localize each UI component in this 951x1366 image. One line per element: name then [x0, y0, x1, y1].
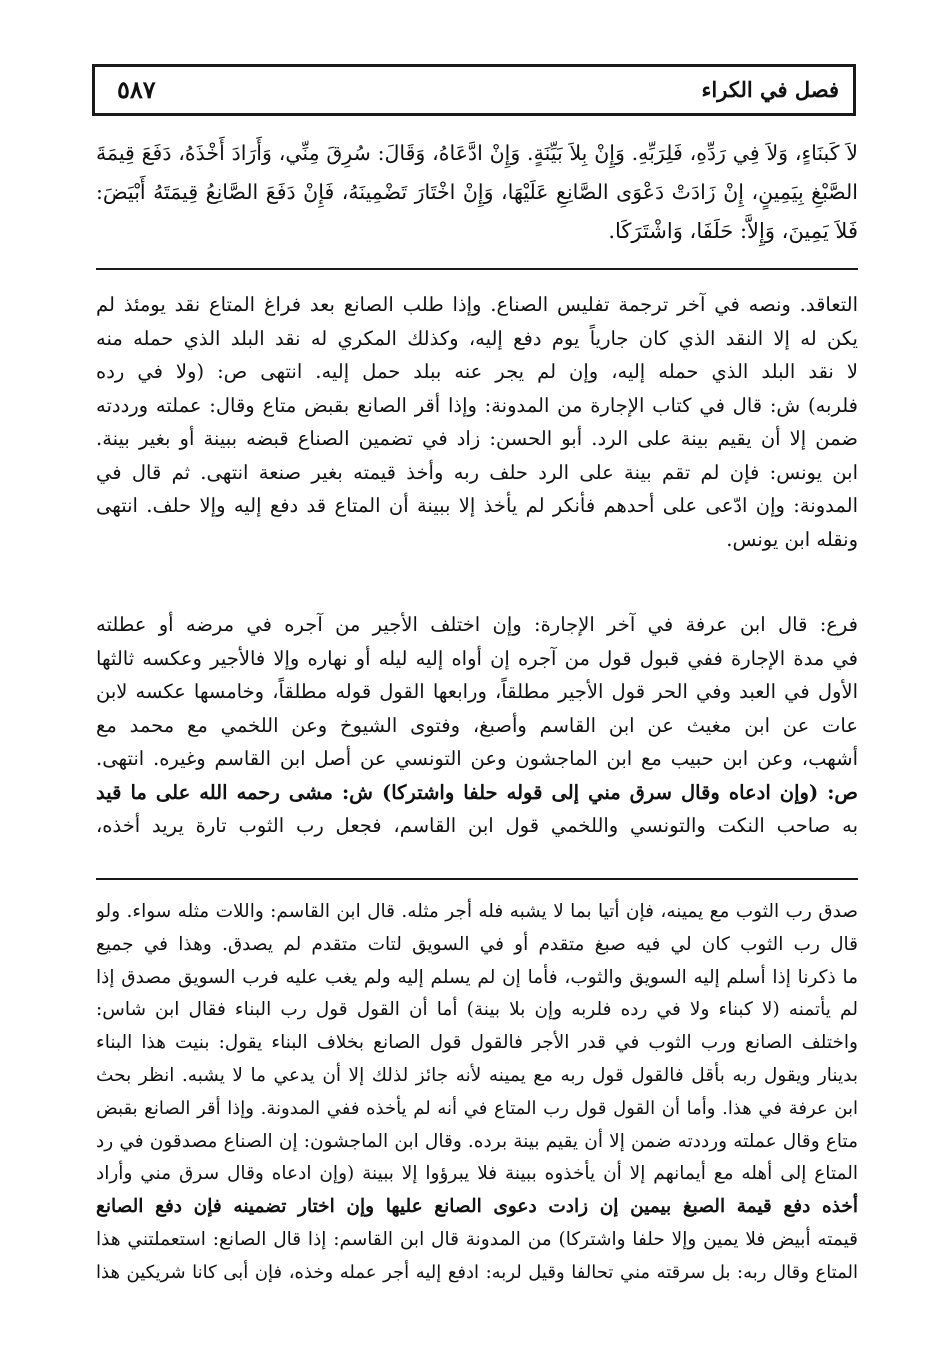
commentary-paragraph-2: [96, 608, 858, 843]
commentary-line: ص: (وإن ادعاه وقال سرق مني إلى قوله حلفا واشتركا) ش: مشى رحمه الله على ما قيد: [96, 780, 858, 804]
footnote-line: بدينار ويقول ربه بأقل فالقول قول ربه مع يمينه لأنه جائز لذلك إلا أن يدعي ما لا يشبه. انظر بحث: [96, 1064, 858, 1086]
divider-line: [96, 878, 858, 880]
footnote-line: المتاع وقال ربه: بل سرقته مني تحالفا وقيل لربه: ادفع إليه أجر عمله وخذه، فإن أبى كانا شريكين هذا: [96, 1261, 858, 1283]
commentary-line: عات عن ابن مغيث عن ابن القاسم وأصبغ، وفتوى الشيوخ وعن اللخمي مع محمد مع: [96, 713, 858, 737]
page-number: ٥٨٧: [117, 75, 156, 104]
footnote-line: قيمته أبيض فلا يمين وإلا حلفا واشتركا) من المدونة قال ابن القاسم: إذا قال الصانع: استعملتني هذا: [96, 1228, 858, 1250]
commentary-paragraph-1: [96, 288, 858, 556]
footnote-line: متاع وقال عملته ورددته ضمن إلا أن يقيم بينة برده. وقال ابن الماجشون: إن الصناع مصدقون في رد: [96, 1130, 858, 1152]
commentary-line: أشهب، وعن ابن حبيب مع ابن الماجشون وعن التونسي عن أصل ابن القاسم وغيره. انتهى.: [96, 747, 858, 770]
commentary-line: فلربه) ش: قال في كتاب الإجارة من المدونة: وإذا أقر الصانع بقبض متاع وقال: عملته ورددته: [96, 393, 858, 417]
footnote-line: صدق رب الثوب مع يمينه، فإن أتيا بما لا يشبه فله أجر مثله. قال ابن القاسم: واللات مثله سواء. ولو: [96, 901, 858, 922]
matn-line: لاَ كَبنَاءٍ، وَلاَ فِي رَدِّهِ، فَلِرَبِّهِ. وَإِنْ بِلاَ بَيِّنَةٍ. وَإِنْ ادَّعَاهُ، وَقَالَ: سُرِقَ مِنِّي، وَأَرَادَ أَخْذَهُ، دَفَعَ قِيمَةَ: [96, 141, 858, 165]
commentary-line: لا نقد البلد الذي حمله إليه، وإن لم يجر عنه ببلد حمل إليه. انتهى ص: (ولا في رده: [96, 360, 858, 383]
commentary-line: يكن له إلا النقد الذي كان جارياً يوم دفع إليه، وكذلك المكري له نقد البلد الذي حمله منه: [96, 326, 858, 350]
commentary-line: المدونة: وإن ادّعى على أحدهم فأنكر لم يأخذ إلا ببينة أن المتاع قد دفع إليه وإلا حلف. انتهى: [96, 494, 858, 517]
footnote-line: المتاع إلى أهله مع أيمانهم إلا أن يأخذوه ببينة فلا يبرؤوا إلا ببينة (وإن ادعاه وقال سرق مني وأراد: [96, 1163, 858, 1185]
footnote-line: قال رب الثوب كان لي فيه صبغ متقدم أو في السويق لتات متقدم لم يصدق. وهذا في جميع: [96, 933, 858, 955]
matn-text: [96, 134, 858, 251]
commentary-line: ونقله ابن يونس.: [726, 527, 858, 551]
commentary-line: في مدة الإجارة ففي قبول قول من آجره إن أواه إليه ليله أو نهاره وإلا فالأجير وعكسه ثالثها: [96, 646, 858, 670]
running-header: [92, 64, 856, 116]
matn-line: الصَّبْغِ بِيَمِينٍ، إِنْ زَادَتْ دَعْوَى الصَّانِعِ عَلَيْهَا، وَإِنْ اخْتَارَ تَضْمِينَهُ، فَإِنْ دَفَعَ الصَّانِعُ قِيمَتَهُ أَبْيَضَ:: [96, 180, 858, 204]
footnote-commentary: [96, 896, 858, 1290]
chapter-title: فصل في الكراء: [701, 77, 839, 102]
commentary-line: الأول في العبد وفي الحر قول الأجير مطلقاً، ورابعها القول قوله مطلقاً، وخامسها عكسه لابن: [96, 680, 858, 703]
divider-line: [96, 268, 858, 270]
commentary-line: التعاقد. ونصه في آخر ترجمة تفليس الصناع. وإذا طلب الصانع بعد فراغ المتاع نقد يومئذ لم: [96, 293, 858, 316]
matn-line: فَلاَ يَمِينَ، وَإِلاَّ: حَلَفَا، وَاشْتَرَكَا.: [608, 219, 858, 243]
footnote-line: واختلف الصانع ورب الثوب في قدر الأجر فالقول قول الصانع بخلاف البناء يقول: بنيت هذا البناء: [96, 1032, 858, 1054]
footnote-line: ابن عرفة في هذا. وأما أن القول قول رب المتاع في أنه لم يأخذه ففي المدونة. وإذا أقر الصانع بقبض: [96, 1097, 858, 1119]
footnote-line: لم يأتمنه (لا كبناء ولا في رده فلربه وإن بلا بينة) أما أن القول قول رب البناء فقال ابن شاس:: [96, 999, 858, 1021]
footnote-line: أخذه دفع قيمة الصبغ بيمين إن زادت دعوى الصانع عليها وإن اختار تضمينه فإن دفع الصانع: [96, 1196, 858, 1218]
commentary-line: فرع: قال ابن عرفة في آخر الإجارة: وإن اختلف الأجير من آجره في مرضه أو عطلته: [96, 613, 858, 636]
commentary-line: به صاحب النكت والتونسي واللخمي قول ابن القاسم، فجعل رب الثوب تارة يريد أخذه،: [96, 814, 858, 837]
commentary-line: ابن يونس: فإن لم تقم بينة على الرد حلف ربه وأخذ قيمته بغير صنعة انتهى. ثم قال في: [96, 460, 858, 484]
commentary-line: ضمن إلا أن يقيم بينة على الرد. أبو الحسن: زاد في تضمين الصناع قبضه ببينة أو بغير بينة.: [96, 427, 858, 450]
footnote-line: ما ذكرنا إذا أسلم إليه السويق والثوب، فأما إن لم يسلم إليه ولم يغب عليه فرب السويق مصدق إذا: [96, 966, 858, 988]
